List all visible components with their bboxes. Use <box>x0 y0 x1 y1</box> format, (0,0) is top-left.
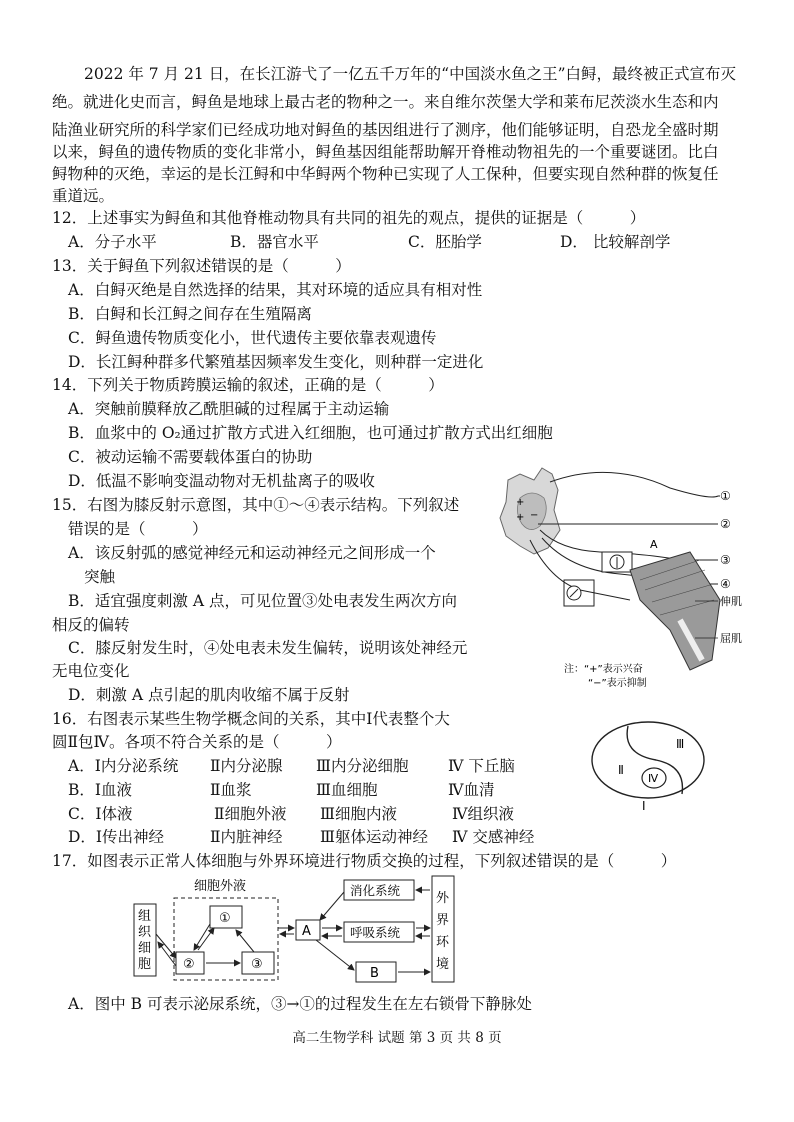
q15-option-b-line-1: B．适宜强度刺激 A 点，可见位置③处电表发生两次方向 <box>68 592 457 610</box>
q16-b-col4: Ⅳ血清 <box>448 781 495 799</box>
q15-option-c-line-2: 无电位变化 <box>52 662 130 680</box>
nerve-fiber-1 <box>550 472 718 497</box>
q13-stem: 13．关于鲟鱼下列叙述错误的是（ ） <box>52 257 351 275</box>
external-char-4: 境 <box>436 957 450 972</box>
label-i: Ⅰ <box>642 799 646 813</box>
q15-option-c-line-1: C．膝反射发生时，④处电表未发生偏转，说明该处神经元 <box>68 639 468 657</box>
q13-option-a: A．白鲟灭绝是自然选择的结果，其对环境的适应具有相对性 <box>68 281 483 299</box>
q12-option-a: A．分子水平 <box>68 233 157 251</box>
ecf-title: 细胞外液 <box>194 879 247 894</box>
concept-circle-figure <box>586 718 716 814</box>
q16-d-col1: D．Ⅰ传出神经 <box>68 828 165 846</box>
q13-option-d: D．长江鲟种群多代繁殖基因频率发生变化，则种群一定进化 <box>68 353 484 371</box>
tissue-cell-char-1: 组 <box>138 909 152 924</box>
q13-option-c: C．鲟鱼遗传物质变化小，世代遗传主要依靠表观遗传 <box>68 329 437 347</box>
label-ii: Ⅱ <box>618 763 624 777</box>
q15-option-b-line-2: 相反的偏转 <box>52 616 130 634</box>
minus-sign: − <box>530 510 539 521</box>
label-1: ① <box>720 489 731 503</box>
q17-option-a: A．图中 B 可表示泌尿系统，③→①的过程发生在左右锁骨下静脉处 <box>68 995 532 1013</box>
page-footer: 高二生物学科 试题 第 3 页 共 8 页 <box>292 1030 502 1046</box>
passage-line-3: 陆渔业研究所的科学家们已经成功地对鲟鱼的基因组进行了测序，他们能够证明，自恐龙全盛时期 <box>52 121 719 139</box>
q12-option-b: B．器官水平 <box>230 233 319 251</box>
q16-stem-line-2: 圆Ⅱ包Ⅳ。各项不符合关系的是（ ） <box>52 733 342 751</box>
note-line-2: “−”表示抑制 <box>588 678 647 689</box>
q16-b-col1: B．Ⅰ血液 <box>68 781 133 799</box>
note-line-1: 注：“+”表示兴奋 <box>564 664 643 675</box>
q16-a-col4: Ⅳ 下丘脑 <box>448 757 515 775</box>
q16-c-col2: Ⅱ细胞外液 <box>214 805 287 823</box>
node-a: A <box>302 924 311 939</box>
tissue-cell-char-2: 织 <box>138 925 152 940</box>
q16-c-col3: Ⅲ细胞内液 <box>320 805 397 823</box>
node-3: ③ <box>251 957 263 972</box>
q16-a-col1: A．Ⅰ内分泌系统 <box>68 757 179 775</box>
passage-line-4: 以来，鲟鱼的遗传物质的变化非常小，鲟鱼基因组能帮助解开脊椎动物祖先的一个重要谜团。比白 <box>52 143 719 161</box>
node-b: B <box>370 966 379 981</box>
q12-stem: 12．上述事实为鲟鱼和其他脊椎动物具有共同的祖先的观点，提供的证据是（ ） <box>52 209 646 227</box>
plus-sign-2: + <box>516 512 525 523</box>
label-iv: Ⅳ <box>648 772 659 785</box>
q15-stem-line-1: 15．右图为膝反射示意图，其中①～④表示结构。下列叙述 <box>52 496 460 514</box>
q15-option-d: D．刺激 A 点引起的肌肉收缩不属于反射 <box>68 686 350 704</box>
q14-option-b: B．血浆中的 O₂通过扩散方式进入红细胞，也可通过扩散方式出红细胞 <box>68 424 553 442</box>
tissue-cell-char-4: 胞 <box>138 957 152 972</box>
q15-stem-line-2: 错误的是（ ） <box>68 520 208 538</box>
external-char-3: 环 <box>436 935 450 950</box>
q16-a-col3: Ⅲ内分泌细胞 <box>316 757 409 775</box>
digestive-label: 消化系统 <box>350 883 401 898</box>
q16-b-col2: Ⅱ血浆 <box>210 781 252 799</box>
q16-c-col1: C．Ⅰ体液 <box>68 805 133 823</box>
q14-option-a: A．突触前膜释放乙酰胆碱的过程属于主动运输 <box>68 400 390 418</box>
passage-line-6: 重道远。 <box>52 187 115 205</box>
q16-d-col2: Ⅱ内脏神经 <box>210 828 283 846</box>
q14-option-d: D．低温不影响变温动物对无机盐离子的吸收 <box>68 472 375 490</box>
knee-reflex-figure <box>490 460 750 690</box>
material-exchange-figure <box>130 874 460 984</box>
tissue-cell-char-3: 细 <box>138 941 152 956</box>
q16-d-col3: Ⅲ躯体运动神经 <box>320 828 428 846</box>
label-iii: Ⅲ <box>676 737 685 751</box>
point-a-label: A <box>650 538 658 551</box>
label-4: ④ <box>720 577 731 591</box>
q12-option-c: C．胚胎学 <box>408 233 482 251</box>
node-2: ② <box>183 957 195 972</box>
respiratory-label: 呼吸系统 <box>350 925 401 940</box>
passage-line-5: 鲟物种的灭绝，幸运的是长江鲟和中华鲟两个物种已实现了人工保种，但要实现自然种群的恢复任 <box>52 165 719 183</box>
external-char-2: 界 <box>436 913 450 928</box>
label-3: ③ <box>720 553 731 567</box>
q13-option-b: B．白鲟和长江鲟之间存在生殖隔离 <box>68 305 312 323</box>
q15-option-a-line-2: 突触 <box>84 568 116 586</box>
passage-line-2: 绝。就进化史而言，鲟鱼是地球上最古老的物种之一。来自维尔茨堡大学和莱布尼茨淡水生态和内 <box>52 93 719 111</box>
q15-option-a-line-1: A．该反射弧的感觉神经元和运动神经元之间形成一个 <box>68 544 436 562</box>
q17-stem: 17．如图表示正常人体细胞与外界环境进行物质交换的过程，下列叙述错误的是（ ） <box>52 852 677 870</box>
node-1: ① <box>219 911 231 926</box>
q16-b-col3: Ⅲ血细胞 <box>316 781 378 799</box>
q16-d-col4: Ⅳ 交感神经 <box>452 828 535 846</box>
q12-option-d: D． 比较解剖学 <box>560 233 671 251</box>
label-2: ② <box>720 517 731 531</box>
q14-stem: 14．下列关于物质跨膜运输的叙述，正确的是（ ） <box>52 376 444 394</box>
extensor-label: 伸肌 <box>720 595 742 608</box>
flexor-label: 屈肌 <box>720 632 742 645</box>
external-char-1: 外 <box>436 891 450 906</box>
q14-option-c: C．被动运输不需要载体蛋白的协助 <box>68 448 313 466</box>
q16-c-col4: Ⅳ组织液 <box>452 805 514 823</box>
q16-stem-line-1: 16．右图表示某些生物学概念间的关系，其中Ⅰ代表整个大 <box>52 710 450 728</box>
plus-sign-1: + <box>516 497 525 508</box>
q16-a-col2: Ⅱ内分泌腺 <box>210 757 283 775</box>
passage-line-1: 2022 年 7 月 21 日，在长江游弋了一亿五千万年的“中国淡水鱼之王”白鲟，最终被正式宣布灭 <box>84 65 737 83</box>
